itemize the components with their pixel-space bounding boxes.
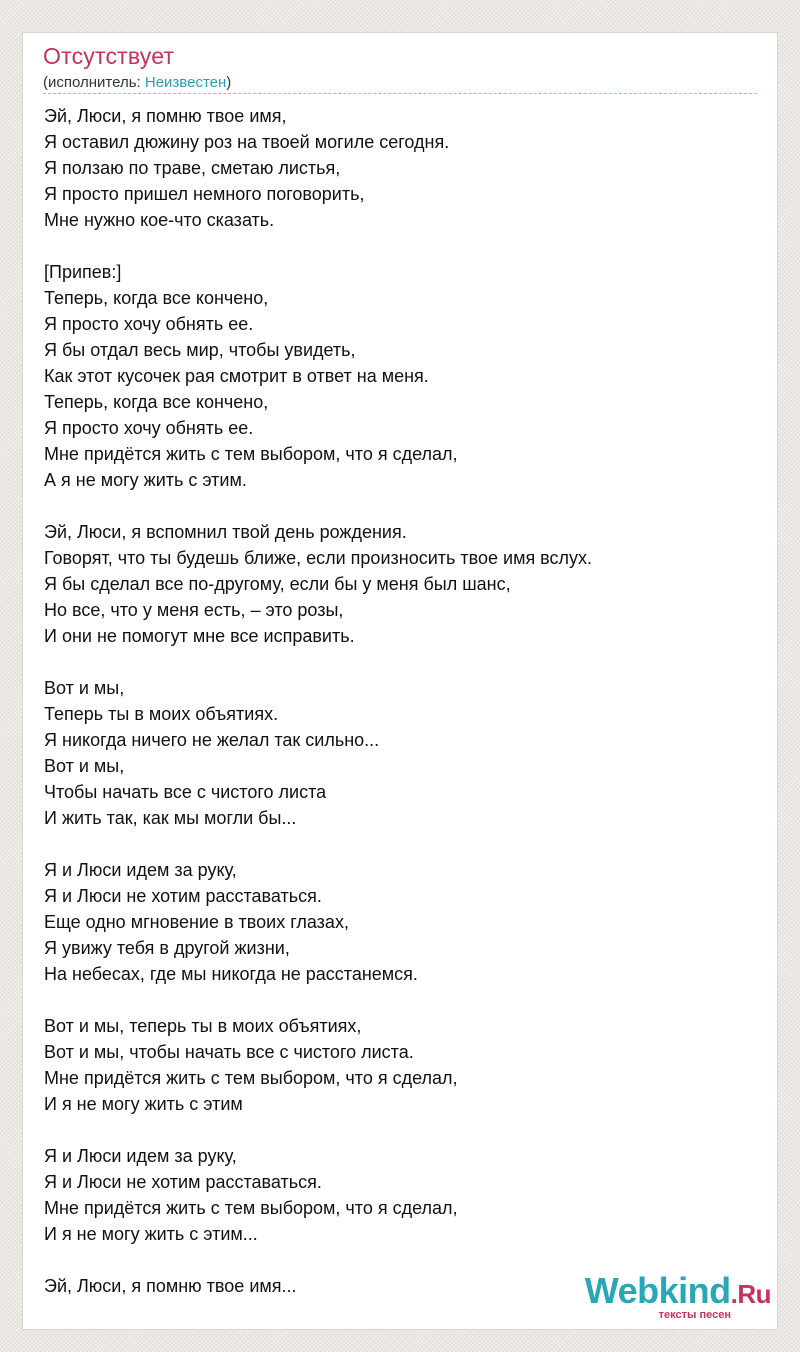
artist-line: [43, 74, 231, 91]
lyric-line: Я оставил дюжину роз на твоей могиле сегодня.: [44, 132, 450, 152]
lyric-line: И я не могу жить с этим...: [44, 1224, 258, 1244]
logo-tld: .Ru: [730, 1279, 771, 1309]
logo-tagline: тексты песен: [658, 1309, 731, 1321]
stanza-break: [44, 1117, 764, 1143]
lyric-line: Я и Люси идем за руку,: [44, 1146, 237, 1166]
lyric-line: Теперь ты в моих объятиях.: [44, 704, 279, 724]
artist-suffix: ): [226, 74, 232, 91]
artist-prefix: (исполнитель:: [43, 74, 145, 91]
lyric-line: Вот и мы, теперь ты в моих объятиях,: [44, 1016, 362, 1036]
lyrics-card: [22, 32, 778, 1330]
lyric-line: Я ползаю по траве, сметаю листья,: [44, 158, 341, 178]
lyric-line: Чтобы начать все с чистого листа: [44, 782, 327, 802]
lyric-line: Я просто хочу обнять ее.: [44, 314, 254, 334]
lyric-line: И они не помогут мне все исправить.: [44, 626, 355, 646]
stanza-break: [44, 649, 764, 675]
divider: [43, 93, 757, 94]
site-logo[interactable]: [584, 1270, 771, 1321]
lyric-line: Вот и мы,: [44, 756, 125, 776]
lyric-line: Я увижу тебя в другой жизни,: [44, 938, 290, 958]
lyric-line: Я и Люси не хотим расставаться.: [44, 886, 322, 906]
artist-link[interactable]: Неизвестен: [144, 74, 227, 91]
lyric-line: Как этот кусочек рая смотрит в ответ на меня.: [44, 366, 429, 386]
lyric-line: Говорят, что ты будешь ближе, если произносить твое имя вслух.: [44, 548, 593, 568]
lyric-line: Я бы отдал весь мир, чтобы увидеть,: [44, 340, 356, 360]
logo-wordmark: [584, 1270, 771, 1312]
lyric-line: И жить так, как мы могли бы...: [44, 808, 297, 828]
lyric-line: Вот и мы,: [44, 678, 125, 698]
lyrics-text: [44, 103, 764, 1299]
stanza-break: [44, 493, 764, 519]
song-title: Отсутствует: [43, 43, 175, 69]
lyric-line: Эй, Люси, я вспомнил твой день рождения.: [44, 522, 407, 542]
lyric-line: На небесах, где мы никогда не расстанемся.: [44, 964, 418, 984]
stanza-break: [44, 831, 764, 857]
lyric-line: Мне придётся жить с тем выбором, что я сделал,: [44, 1068, 458, 1088]
stanza-break: [44, 987, 764, 1013]
lyric-line: Я и Люси идем за руку,: [44, 860, 237, 880]
lyric-line: [Припев:]: [44, 262, 122, 282]
lyric-line: Эй, Люси, я помню твое имя...: [44, 1276, 297, 1296]
lyric-line: Вот и мы, чтобы начать все с чистого листа.: [44, 1042, 414, 1062]
lyric-line: Но все, что у меня есть, – это розы,: [44, 600, 344, 620]
lyric-line: Я и Люси не хотим расставаться.: [44, 1172, 322, 1192]
lyric-line: Теперь, когда все кончено,: [44, 288, 269, 308]
logo-name: Webkind: [584, 1270, 731, 1311]
stanza-break: [44, 233, 764, 259]
lyric-line: Я никогда ничего не желал так сильно...: [44, 730, 380, 750]
lyric-line: Мне нужно кое-что сказать.: [44, 210, 275, 230]
lyric-line: А я не могу жить с этим.: [44, 470, 247, 490]
lyric-line: Теперь, когда все кончено,: [44, 392, 269, 412]
lyric-line: Я просто пришел немного поговорить,: [44, 184, 365, 204]
lyric-line: Мне придётся жить с тем выбором, что я сделал,: [44, 1198, 458, 1218]
lyric-line: Эй, Люси, я помню твое имя,: [44, 106, 287, 126]
lyric-line: Еще одно мгновение в твоих глазах,: [44, 912, 349, 932]
lyric-line: Я бы сделал все по-другому, если бы у меня был шанс,: [44, 574, 511, 594]
lyric-line: Я просто хочу обнять ее.: [44, 418, 254, 438]
lyric-line: И я не могу жить с этим: [44, 1094, 243, 1114]
lyric-line: Мне придётся жить с тем выбором, что я сделал,: [44, 444, 458, 464]
